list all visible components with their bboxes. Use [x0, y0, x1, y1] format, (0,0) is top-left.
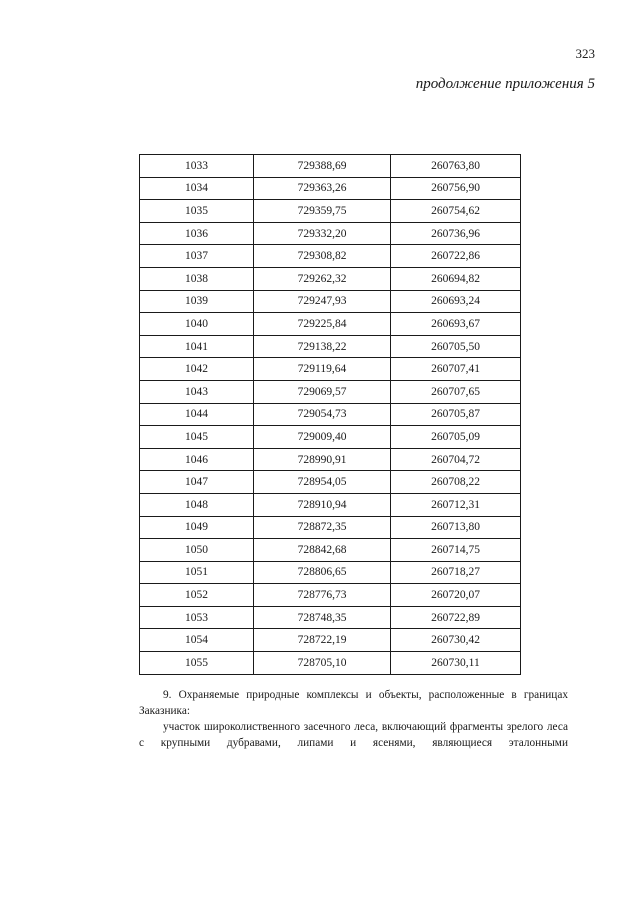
table-row [140, 200, 521, 223]
point-number-cell: 1036 [140, 222, 254, 245]
y-coordinate-cell: 260720,07 [391, 584, 521, 607]
y-coordinate-cell: 260708,22 [391, 471, 521, 494]
x-coordinate-cell: 729138,22 [254, 335, 391, 358]
x-coordinate-cell: 729069,57 [254, 380, 391, 403]
table-row [140, 561, 521, 584]
appendix-note: продолжение приложения 5 [415, 76, 595, 92]
y-coordinate-cell: 260756,90 [391, 177, 521, 200]
point-number-cell: 1035 [140, 200, 254, 223]
y-coordinate-cell: 260763,80 [391, 155, 521, 178]
table-row [140, 448, 521, 471]
x-coordinate-cell: 729308,82 [254, 245, 391, 268]
coordinates-table [139, 154, 521, 675]
y-coordinate-cell: 260705,87 [391, 403, 521, 426]
table-row [140, 584, 521, 607]
x-coordinate-cell: 729225,84 [254, 313, 391, 336]
point-number-cell: 1055 [140, 652, 254, 675]
y-coordinate-cell: 260705,09 [391, 426, 521, 449]
y-coordinate-cell: 260730,11 [391, 652, 521, 675]
y-coordinate-cell: 260694,82 [391, 267, 521, 290]
x-coordinate-cell: 729332,20 [254, 222, 391, 245]
y-coordinate-cell: 260722,86 [391, 245, 521, 268]
table-row [140, 245, 521, 268]
table-row [140, 539, 521, 562]
point-number-cell: 1043 [140, 380, 254, 403]
y-coordinate-cell: 260693,67 [391, 313, 521, 336]
y-coordinate-cell: 260712,31 [391, 493, 521, 516]
table-row [140, 606, 521, 629]
table-row [140, 403, 521, 426]
point-number-cell: 1033 [140, 155, 254, 178]
point-number-cell: 1048 [140, 493, 254, 516]
x-coordinate-cell: 728748,35 [254, 606, 391, 629]
page-number: 323 [575, 46, 595, 61]
x-coordinate-cell: 728806,65 [254, 561, 391, 584]
table-row [140, 177, 521, 200]
y-coordinate-cell: 260722,89 [391, 606, 521, 629]
point-number-cell: 1040 [140, 313, 254, 336]
point-number-cell: 1042 [140, 358, 254, 381]
x-coordinate-cell: 729054,73 [254, 403, 391, 426]
point-number-cell: 1041 [140, 335, 254, 358]
y-coordinate-cell: 260693,24 [391, 290, 521, 313]
y-coordinate-cell: 260718,27 [391, 561, 521, 584]
table-row [140, 222, 521, 245]
coordinates-table-body [140, 155, 521, 675]
table-row [140, 290, 521, 313]
table-row [140, 471, 521, 494]
paragraph-protected-objects: 9. Охраняемые природные комплексы и объекты, расположенные в границах Заказника: [139, 689, 568, 717]
x-coordinate-cell: 728872,35 [254, 516, 391, 539]
point-number-cell: 1047 [140, 471, 254, 494]
table-row [140, 493, 521, 516]
y-coordinate-cell: 260704,72 [391, 448, 521, 471]
x-coordinate-cell: 728776,73 [254, 584, 391, 607]
y-coordinate-cell: 260730,42 [391, 629, 521, 652]
point-number-cell: 1049 [140, 516, 254, 539]
point-number-cell: 1034 [140, 177, 254, 200]
point-number-cell: 1052 [140, 584, 254, 607]
x-coordinate-cell: 728954,05 [254, 471, 391, 494]
table-row [140, 652, 521, 675]
x-coordinate-cell: 728722,19 [254, 629, 391, 652]
x-coordinate-cell: 729009,40 [254, 426, 391, 449]
table-row [140, 516, 521, 539]
point-number-cell: 1054 [140, 629, 254, 652]
x-coordinate-cell: 729363,26 [254, 177, 391, 200]
x-coordinate-cell: 728705,10 [254, 652, 391, 675]
x-coordinate-cell: 729247,93 [254, 290, 391, 313]
x-coordinate-cell: 728990,91 [254, 448, 391, 471]
y-coordinate-cell: 260707,41 [391, 358, 521, 381]
table-row [140, 335, 521, 358]
point-number-cell: 1053 [140, 606, 254, 629]
x-coordinate-cell: 729262,32 [254, 267, 391, 290]
table-row [140, 426, 521, 449]
y-coordinate-cell: 260713,80 [391, 516, 521, 539]
point-number-cell: 1045 [140, 426, 254, 449]
x-coordinate-cell: 729388,69 [254, 155, 391, 178]
x-coordinate-cell: 728910,94 [254, 493, 391, 516]
paragraph-forest-description: участок широколиственного засечного леса, включающий фрагменты зрелого леса с крупными дубравами, липами и ясенями, являющиеся эталонными [139, 721, 568, 749]
x-coordinate-cell: 728842,68 [254, 539, 391, 562]
point-number-cell: 1037 [140, 245, 254, 268]
point-number-cell: 1050 [140, 539, 254, 562]
x-coordinate-cell: 729359,75 [254, 200, 391, 223]
table-row [140, 313, 521, 336]
table-row [140, 267, 521, 290]
point-number-cell: 1046 [140, 448, 254, 471]
y-coordinate-cell: 260754,62 [391, 200, 521, 223]
point-number-cell: 1044 [140, 403, 254, 426]
y-coordinate-cell: 260705,50 [391, 335, 521, 358]
y-coordinate-cell: 260714,75 [391, 539, 521, 562]
y-coordinate-cell: 260707,65 [391, 380, 521, 403]
point-number-cell: 1051 [140, 561, 254, 584]
x-coordinate-cell: 729119,64 [254, 358, 391, 381]
point-number-cell: 1039 [140, 290, 254, 313]
point-number-cell: 1038 [140, 267, 254, 290]
table-row [140, 629, 521, 652]
table-row [140, 358, 521, 381]
table-row [140, 380, 521, 403]
table-row [140, 155, 521, 178]
y-coordinate-cell: 260736,96 [391, 222, 521, 245]
